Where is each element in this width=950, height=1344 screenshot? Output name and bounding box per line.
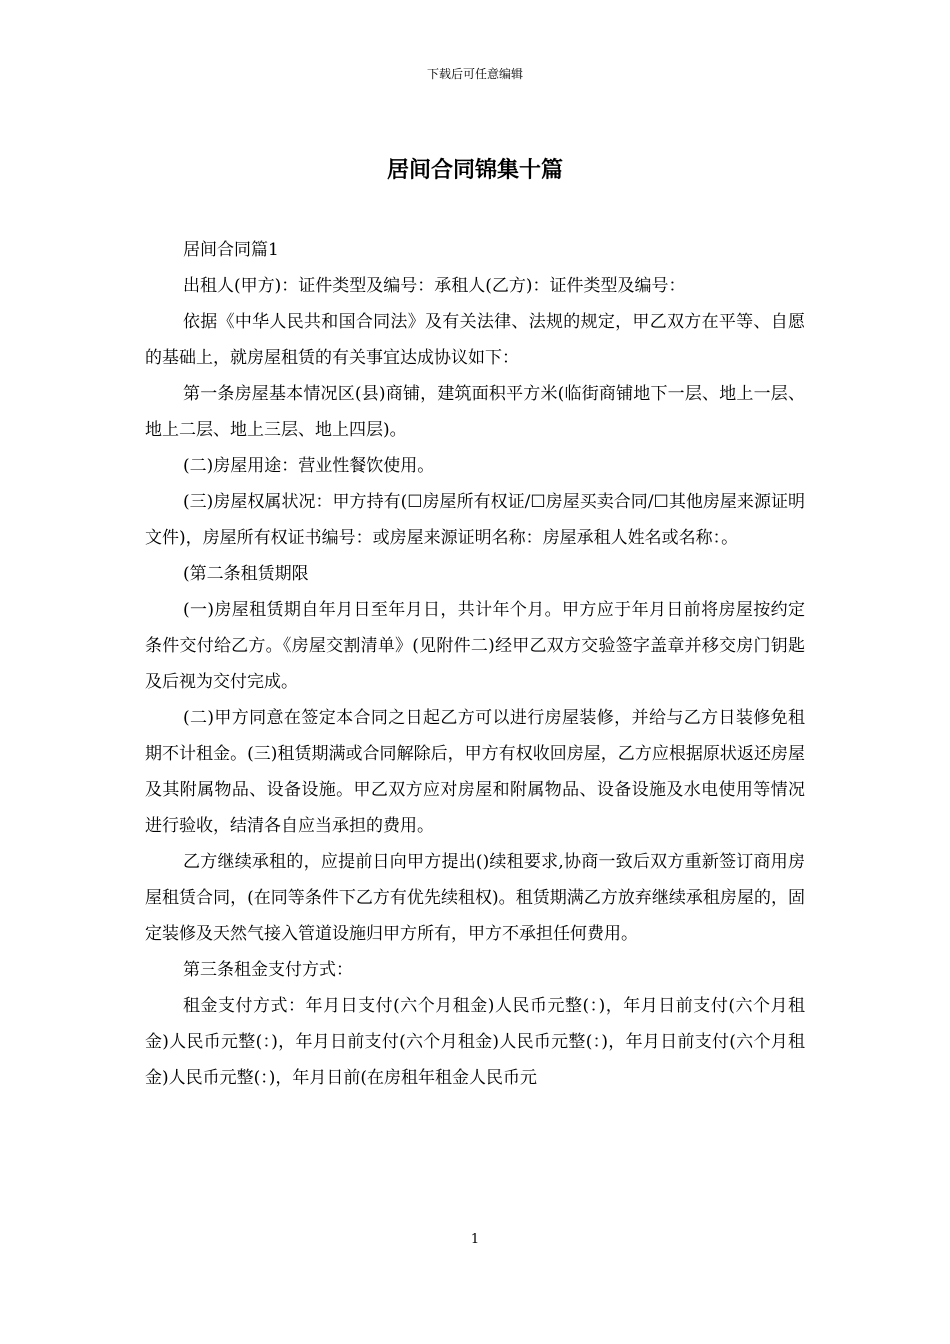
document-body [145,232,805,1096]
body-paragraph: (第二条租赁期限 [183,564,309,584]
body-paragraph: 依据《中华人民共和国合同法》及有关法律、法规的规定，甲乙双方在平等、自愿的基础上，就房屋租赁的有关事宜达成协议如下： [145,312,805,368]
body-paragraph: (三)房屋权属状况：甲方持有(☐房屋所有权证/☐房屋买卖合同/☐其他房屋来源证明文件)，房屋所有权证书编号：或房屋来源证明名称：房屋承租人姓名或名称：。 [145,492,805,548]
body-paragraph: 出租人(甲方)：证件类型及编号：承租人(乙方)：证件类型及编号： [183,276,686,296]
body-paragraph: (一)房屋租赁期自年月日至年月日，共计年个月。甲方应于年月日前将房屋按约定条件交付给乙方。《房屋交割清单》(见附件二)经甲乙双方交验签字盖章并移交房门钥匙及后视为交付完成。 [145,600,805,692]
document-title: 居间合同锦集十篇 [386,157,563,183]
page-header: 下载后可任意编辑 [426,67,523,81]
body-paragraph: 第三条租金支付方式： [183,960,353,980]
body-paragraph: (二)房屋用途：营业性餐饮使用。 [183,456,435,476]
body-paragraph: 租金支付方式：年月日支付(六个月租金)人民币元整(：)，年月日前支付(六个月租金)人民币元整(：)，年月日前支付(六个月租金)人民币元整(：)，年月日前支付(六个月租金)人民币元整(：)，年月日前(在房租年租金人民币元 [145,996,805,1088]
body-paragraph: 乙方继续承租的，应提前日向甲方提出()续租要求,协商一致后双方重新签订商用房屋租赁合同，(在同等条件下乙方有优先续租权)。租赁期满乙方放弃继续承租房屋的，固定装修及天然气接入管道设施归甲方所有，甲方不承担任何费用。 [145,852,805,944]
body-paragraph: 第一条房屋基本情况区(县)商铺，建筑面积平方米(临街商铺地下一层、地上一层、地上二层、地上三层、地上四层)。 [145,384,805,440]
body-paragraph: (二)甲方同意在签定本合同之日起乙方可以进行房屋装修，并给与乙方日装修免租期不计租金。(三)租赁期满或合同解除后，甲方有权收回房屋，乙方应根据原状返还房屋及其附属物品、设备设施。甲乙双方应对房屋和附属物品、设备设施及水电使用等情况进行验收，结清各自应当承担的费用。 [145,708,805,836]
page-number: 1 [470,1232,480,1247]
section-heading: 居间合同篇1 [183,240,279,260]
